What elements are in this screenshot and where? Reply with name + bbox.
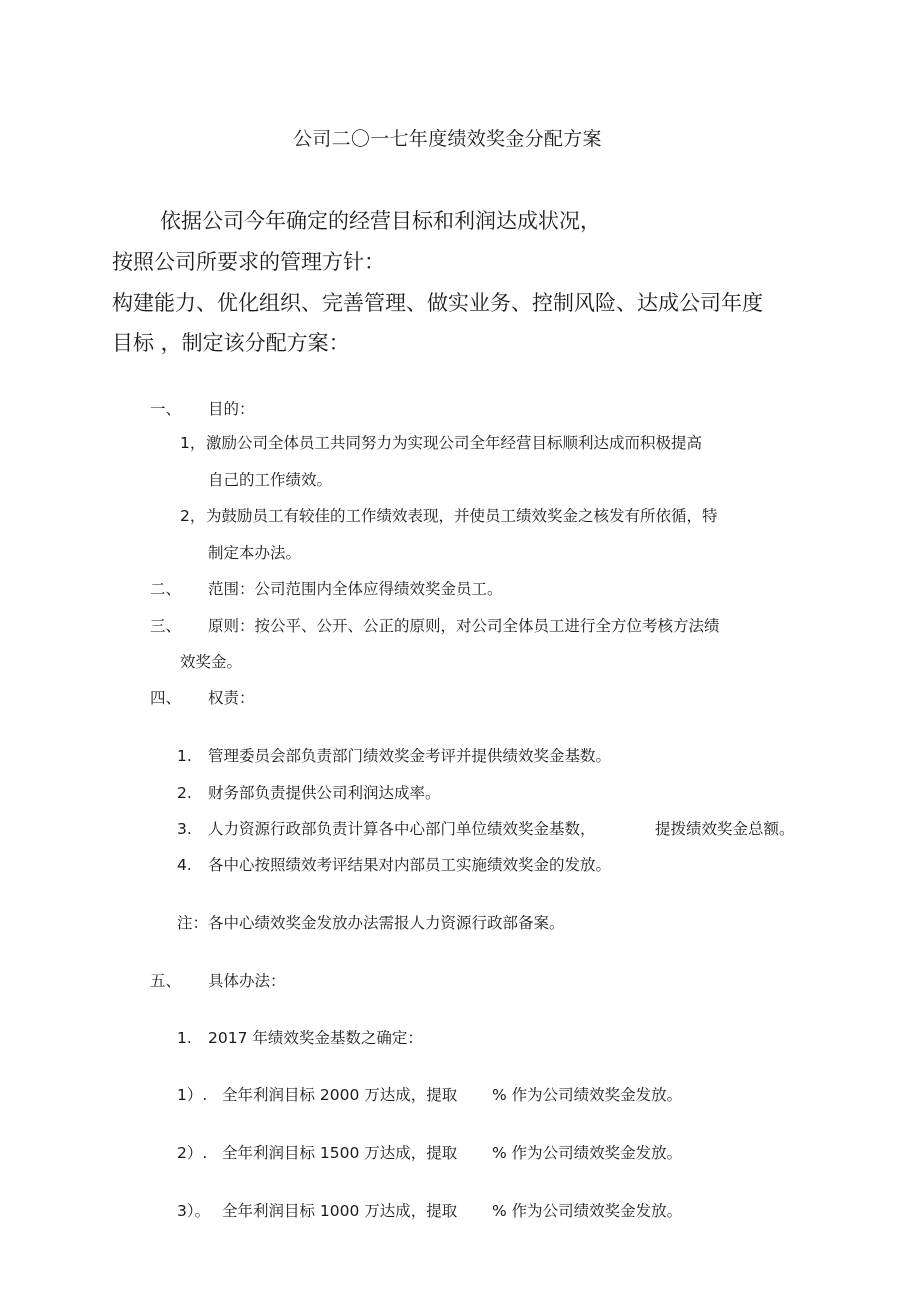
section-5-sub-3-number: 3）。 <box>177 1202 211 1220</box>
section-1-heading: 目的： <box>208 400 255 418</box>
section-4-item-4-text: 各中心按照绩效考评结果对内部员工实施绩效奖金的发放。 <box>208 856 612 874</box>
section-5-item-1-text: 2017 年绩效奖金基数之确定： <box>208 1029 423 1047</box>
section-1-item-2-number: 2， <box>180 507 206 525</box>
intro-line-4: 目标 ，制定该分配方案： <box>112 331 350 355</box>
section-4-number: 四、 <box>150 689 182 707</box>
section-1-item-2-line-2: 制定本办法。 <box>208 544 302 562</box>
section-4-item-1-text: 管理委员会部负责部门绩效奖金考评并提供绩效奖金基数。 <box>208 747 612 765</box>
section-5-sub-1-text: 全年利润目标 2000 万达成，提取 <box>222 1086 458 1104</box>
intro-line-1: 依据公司今年确定的经营目标和利润达成状况， <box>160 209 601 233</box>
section-1-item-1-line-1: 激励公司全体员工共同努力为实现公司全年经营目标顺利达成而积极提高 <box>206 434 703 452</box>
section-1-item-2-line-1: 为鼓励员工有较佳的工作绩效表现，并使员工绩效奖金之核发有所依循，特 <box>206 507 718 525</box>
section-5-sub-2-text: 全年利润目标 1500 万达成，提取 <box>222 1144 458 1162</box>
section-1-item-1-number: 1， <box>180 434 206 452</box>
intro-line-2: 按照公司所要求的管理方针： <box>112 250 385 274</box>
section-2-text: 范围：公司范围内全体应得绩效奖金员工。 <box>208 580 503 598</box>
section-5-sub-3-percent: % 作为公司绩效奖金发放。 <box>492 1202 683 1220</box>
section-5-sub-1-percent: % 作为公司绩效奖金发放。 <box>492 1086 683 1104</box>
section-5-sub-3-text: 全年利润目标 1000 万达成，提取 <box>222 1202 458 1220</box>
section-4-item-2-number: 2. <box>177 784 192 802</box>
section-5-sub-1-number: 1）. <box>177 1086 208 1104</box>
section-4-item-1-number: 1. <box>177 747 192 765</box>
section-5-number: 五、 <box>150 972 182 990</box>
section-3-text-cont: 效奖金。 <box>180 653 243 671</box>
section-2-number: 二、 <box>150 580 182 598</box>
section-3-number: 三、 <box>150 617 182 635</box>
section-5-item-1-number: 1. <box>177 1029 192 1047</box>
section-5-sub-2-number: 2）. <box>177 1144 208 1162</box>
section-4-note: 注：各中心绩效奖金发放办法需报人力资源行政部备案。 <box>177 914 565 932</box>
section-4-item-3-number: 3. <box>177 820 192 838</box>
document-title: 公司二〇一七年度绩效奖金分配方案 <box>293 128 602 150</box>
section-1-number: 一、 <box>150 400 182 418</box>
section-4-item-2-text: 财务部负责提供公司利润达成率。 <box>208 784 441 802</box>
section-4-item-4-number: 4. <box>177 856 192 874</box>
section-4-item-3-text: 人力资源行政部负责计算各中心部门单位绩效奖金基数， <box>208 820 596 838</box>
section-1-item-1-line-2: 自己的工作绩效。 <box>208 471 333 489</box>
section-5-heading: 具体办法： <box>208 972 286 990</box>
section-4-item-3-text-b: 提拨绩效奖金总额。 <box>655 820 795 838</box>
section-4-heading: 权责： <box>208 689 255 707</box>
intro-line-3: 构建能力、优化组织、完善管理、做实业务、控制风险、达成公司年度 <box>112 291 763 315</box>
section-5-sub-2-percent: % 作为公司绩效奖金发放。 <box>492 1144 683 1162</box>
section-3-text: 原则：按公平、公开、公正的原则，对公司全体员工进行全方位考核方法绩 <box>208 617 720 635</box>
